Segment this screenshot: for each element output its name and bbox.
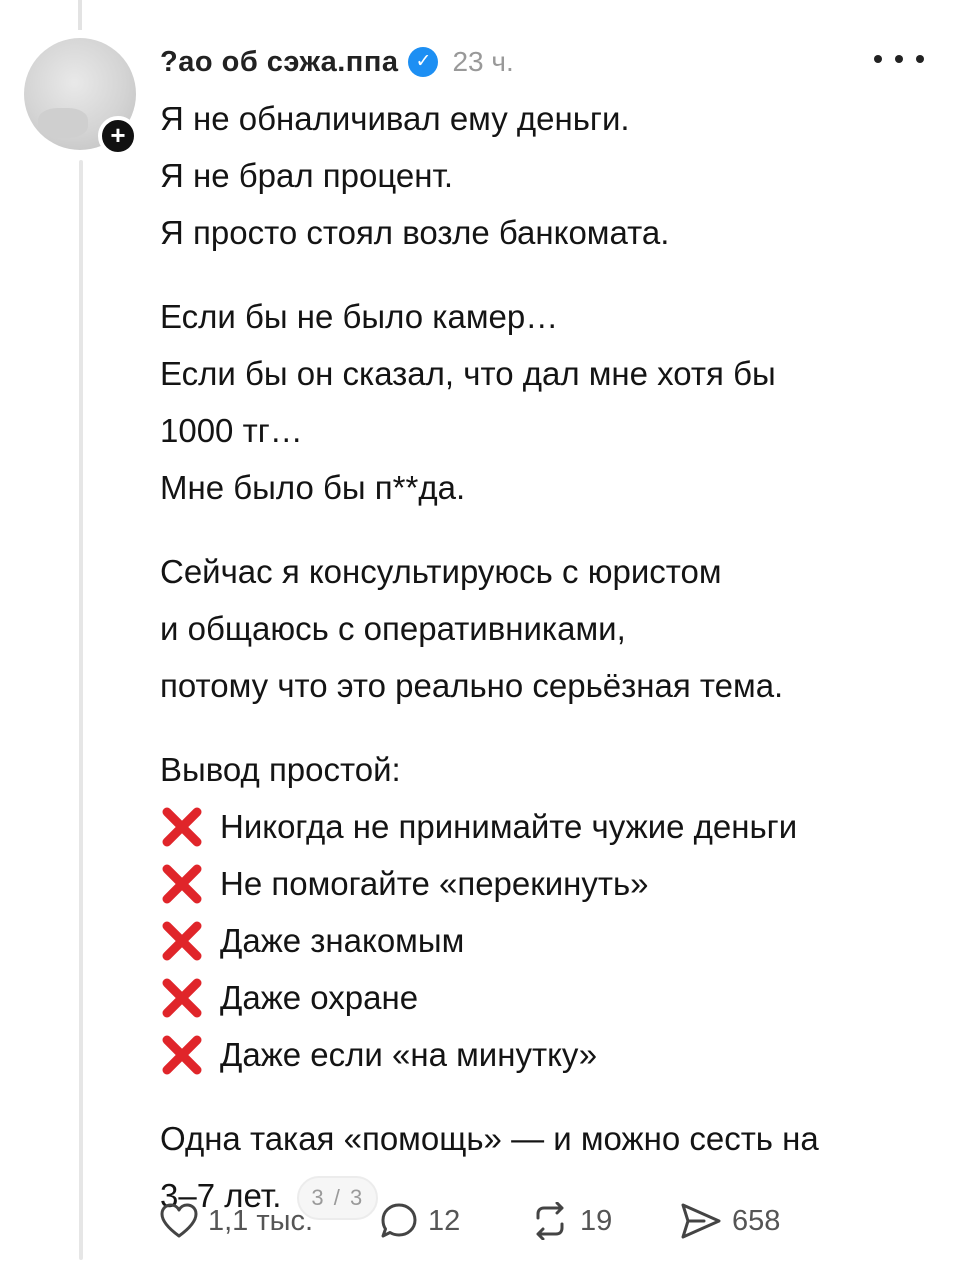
cross-mark-icon [160,969,204,1026]
text-line: 1000 тг… [160,412,303,449]
reply-button[interactable] [380,1202,530,1240]
cross-mark-icon [160,798,204,855]
paragraph [160,741,930,1083]
warning-text: Не помогайте «перекинуть» [220,865,649,902]
thread-connector [78,0,82,30]
more-dot [874,55,882,63]
warning-text: Даже знакомым [220,922,465,959]
send-icon [680,1202,722,1240]
more-dot [895,55,903,63]
warning-item [160,1026,930,1083]
text-line: Мне было бы п**да. [160,469,466,506]
warning-item [160,798,930,855]
timestamp[interactable]: 23 ч. [452,46,514,77]
text-line: Я просто стоял возле банкомата. [160,214,670,251]
post-header [160,40,514,84]
share-count: 658 [732,1204,781,1237]
text-line: Я не обналичивал ему деньги. [160,100,630,137]
like-count: 1,1 тыс. [208,1204,314,1237]
cross-mark-icon [160,1026,204,1083]
reply-count: 12 [428,1204,461,1237]
paragraph [160,288,930,516]
text-line: Сейчас я консультируюсь с юристом [160,553,722,590]
like-button[interactable] [160,1203,380,1239]
cross-mark-icon [160,912,204,969]
more-options-icon[interactable] [874,44,924,74]
text-line: и общаюсь с оперативниками, [160,610,626,647]
warning-item [160,969,930,1026]
thread-connector-line [79,160,83,1260]
text-line: Если бы не было камер… [160,298,559,335]
page-indicator: 3 / 3 [297,1176,378,1220]
text-line: Если бы он сказал, что дал мне хотя бы [160,355,776,392]
warning-item [160,855,930,912]
share-button[interactable] [680,1202,780,1240]
warning-item [160,912,930,969]
action-bar [160,1196,780,1246]
repost-icon [530,1202,570,1240]
text-line: Одна такая «помощь» — и можно сесть на [160,1120,819,1157]
cross-mark-icon [160,855,204,912]
paragraph [160,90,930,261]
text-line: Я не брал процент. [160,157,454,194]
repost-button[interactable] [530,1202,680,1240]
warning-text: Никогда не принимайте чужие деньги [220,808,798,845]
warning-text: Даже если «на минутку» [220,1036,598,1073]
paragraph [160,543,930,714]
follow-plus-icon[interactable]: + [98,116,138,156]
heart-icon [160,1203,198,1239]
text-line: потому что это реально серьёзная тема. [160,667,784,704]
avatar-shape [38,108,88,138]
username[interactable]: ?ао об сэжa.ппа [160,45,399,78]
comment-icon [380,1202,418,1240]
text-fragment: 3–7 лет. [160,1177,282,1214]
verified-badge-icon: ✓ [408,47,438,77]
repost-count: 19 [580,1204,613,1237]
post-body [160,90,930,1251]
more-dot [916,55,924,63]
text-line: Вывод простой: [160,751,401,788]
warning-text: Даже охране [220,979,419,1016]
